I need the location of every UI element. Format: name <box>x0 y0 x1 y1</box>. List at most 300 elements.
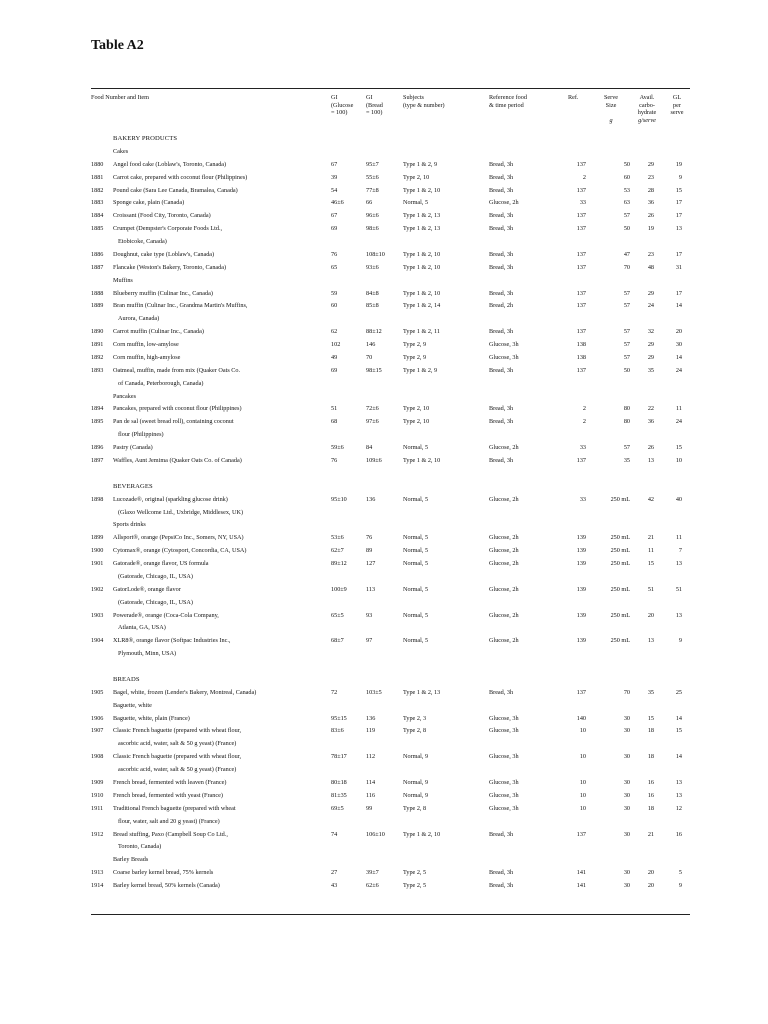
food-item: Waffles, Aunt Jemima (Quaker Oats Co. of Canada) <box>113 457 242 464</box>
food-item: Gatorade®, orange flavor, US formula <box>113 560 209 568</box>
gi-glucose: 27 <box>331 869 338 877</box>
header-gi-glucose-l1: GI <box>331 94 338 101</box>
gi-glucose: 62 <box>331 328 338 336</box>
section-heading <box>0 675 768 685</box>
subsection-heading <box>0 855 768 865</box>
serve-size: 50 <box>623 366 630 374</box>
serve-size: 60 <box>623 173 630 181</box>
available-carbohydrate: 29 <box>647 353 654 361</box>
header-subjects-l1: Subjects <box>403 94 424 101</box>
glycemic-load: 9 <box>678 637 682 645</box>
header-reference-food <box>489 94 527 109</box>
table-row-spacer <box>0 469 768 479</box>
food-number: 1884 <box>91 212 104 220</box>
gi-glucose: 78±17 <box>331 753 347 761</box>
reference-food: Bread, 3h <box>489 869 514 877</box>
reference-number: 137 <box>576 289 586 297</box>
table-row <box>0 456 768 466</box>
table-row-continuation <box>0 314 768 324</box>
gi-bread: 112 <box>366 753 376 761</box>
food-number: 1912 <box>91 830 104 838</box>
glycemic-load: 13 <box>675 560 682 568</box>
serve-size: 30 <box>623 791 630 799</box>
glycemic-load: 13 <box>675 779 682 786</box>
reference-number: 10 <box>579 753 586 761</box>
gi-glucose: 95±15 <box>331 714 347 722</box>
glycemic-load: 9 <box>678 173 682 181</box>
reference-food: Bread, 3h <box>489 366 514 374</box>
reference-number: 137 <box>576 830 586 838</box>
reference-number: 139 <box>576 547 586 555</box>
serve-size: 35 <box>623 457 630 464</box>
gi-bread: 113 <box>366 585 376 593</box>
food-item: Pan de sal (sweet bread roll), containing coconut <box>113 418 234 426</box>
gi-glucose: 67 <box>331 212 338 220</box>
reference-number: 138 <box>576 353 586 361</box>
subjects: Type 2, 9 <box>403 341 427 349</box>
reference-number: 139 <box>576 560 586 568</box>
available-carbohydrate: 28 <box>647 186 654 194</box>
food-item: Croissant (Food City, Toronto, Canada) <box>113 212 211 220</box>
gi-bread: 146 <box>366 341 376 349</box>
table-row <box>0 211 768 221</box>
table-row <box>0 327 768 337</box>
table-row <box>0 533 768 543</box>
food-number: 1881 <box>91 173 104 181</box>
serve-size: 30 <box>623 779 630 786</box>
available-carbohydrate: 23 <box>647 250 654 258</box>
reference-number: 137 <box>576 457 586 464</box>
gi-bread: 96±6 <box>366 212 379 220</box>
gi-bread: 99 <box>366 804 373 812</box>
table-row <box>0 611 768 621</box>
reference-food: Glucose, 3h <box>489 753 519 761</box>
food-item: Barley Breads <box>113 856 149 864</box>
food-item: Etobicoke, Canada) <box>118 238 167 246</box>
glycemic-load: 40 <box>675 495 682 503</box>
gi-glucose: 49 <box>331 353 338 361</box>
header-gl-per-serve <box>664 94 690 117</box>
subjects: Normal, 5 <box>403 199 429 207</box>
glycemic-load: 11 <box>676 405 682 413</box>
subjects: Normal, 5 <box>403 547 429 555</box>
reference-number: 141 <box>576 869 586 877</box>
glycemic-load: 24 <box>675 418 682 426</box>
gi-bread: 39±7 <box>366 869 379 877</box>
subjects: Type 1 & 2, 10 <box>403 289 441 297</box>
page-title: Table A2 <box>91 38 144 53</box>
food-number: 1900 <box>91 547 104 555</box>
food-item: of Canada, Peterborough, Canada) <box>118 379 204 387</box>
table-row <box>0 830 768 840</box>
glycemic-load: 17 <box>675 289 682 297</box>
subjects: Type 2, 10 <box>403 405 430 413</box>
gi-bread: 109±6 <box>366 457 382 464</box>
table-row <box>0 559 768 569</box>
gi-glucose: 46±6 <box>331 199 344 207</box>
reference-number: 137 <box>576 366 586 374</box>
food-item: ascorbic acid, water, salt & 50 g yeast) (France) <box>118 740 237 748</box>
reference-food: Glucose, 2h <box>489 534 519 542</box>
subjects: Type 2, 10 <box>403 418 430 426</box>
gi-bread: 89 <box>366 547 373 555</box>
gi-glucose: 100±9 <box>331 585 347 593</box>
subjects: Type 1 & 2, 13 <box>403 212 441 220</box>
food-number: 1883 <box>91 199 104 207</box>
gi-bread: 93 <box>366 611 373 619</box>
food-number: 1896 <box>91 444 104 452</box>
header-available-carbohydrate <box>628 94 666 124</box>
food-item: (Gatorade, Chicago, IL, USA) <box>118 572 193 580</box>
food-item: Corn muffin, low-amylose <box>113 341 179 349</box>
serve-size: 47 <box>623 250 630 258</box>
header-serve-unit: g <box>609 117 613 125</box>
reference-food: Glucose, 2h <box>489 585 519 593</box>
table-row <box>0 868 768 878</box>
table-row <box>0 353 768 363</box>
glycemic-load: 14 <box>675 753 682 761</box>
subjects: Type 1 & 2, 11 <box>403 328 440 336</box>
reference-number: 141 <box>576 882 586 890</box>
table-row <box>0 404 768 414</box>
food-number: 1890 <box>91 328 104 336</box>
subjects: Normal, 5 <box>403 585 429 593</box>
subjects: Type 2, 5 <box>403 882 427 890</box>
glycemic-load: 20 <box>675 328 682 336</box>
subsection-heading <box>0 520 768 530</box>
gi-glucose: 69 <box>331 366 338 374</box>
food-number: 1913 <box>91 869 104 877</box>
food-item: Bread stuffing, Paxo (Campbell Soup Co Ltd., <box>113 830 228 838</box>
serve-size: 250 mL <box>610 611 630 619</box>
available-carbohydrate: 29 <box>647 289 654 297</box>
food-number: 1887 <box>91 263 104 271</box>
glycemic-load: 13 <box>675 611 682 619</box>
food-item: Carrot cake, prepared with coconut flour (Philippines) <box>113 173 248 181</box>
table-row <box>0 417 768 427</box>
section-heading <box>0 134 768 144</box>
gi-bread: 97 <box>366 637 373 645</box>
food-item: Bagel, white, frozen (Lender's Bakery, Montreal, Canada) <box>113 688 257 696</box>
glycemic-load: 14 <box>675 714 682 722</box>
header-gi-glucose-l3: = 100) <box>331 109 348 117</box>
subjects: Type 1 & 2, 13 <box>403 688 441 696</box>
food-number: 1899 <box>91 534 104 542</box>
available-carbohydrate: 19 <box>647 225 654 233</box>
subjects: Type 1 & 2, 9 <box>403 366 438 374</box>
gi-bread: 97±6 <box>366 418 379 426</box>
available-carbohydrate: 18 <box>647 727 654 735</box>
serve-size: 80 <box>623 405 630 413</box>
reference-food: Bread, 2h <box>489 302 514 310</box>
reference-food: Glucose, 2h <box>489 444 519 452</box>
gi-glucose: 43 <box>331 882 338 890</box>
header-gi-bread-l3: = 100) <box>366 109 383 117</box>
table-row-continuation <box>0 623 768 633</box>
gi-glucose: 102 <box>331 341 341 349</box>
reference-food: Bread, 3h <box>489 882 514 890</box>
table-row <box>0 186 768 196</box>
reference-number: 137 <box>576 250 586 258</box>
serve-size: 57 <box>623 302 630 310</box>
header-gi-bread <box>366 94 383 117</box>
available-carbohydrate: 29 <box>647 341 654 349</box>
serve-size: 57 <box>623 289 630 297</box>
reference-food: Glucose, 3h <box>489 779 519 786</box>
subjects: Normal, 5 <box>403 495 429 503</box>
food-item: Doughnut, cake type (Loblaw's, Canada) <box>113 250 215 258</box>
reference-number: 139 <box>576 637 586 645</box>
serve-size: 30 <box>623 830 630 838</box>
subjects: Type 2, 8 <box>403 804 427 812</box>
table-row <box>0 726 768 736</box>
available-carbohydrate: 36 <box>647 418 654 426</box>
reference-number: 137 <box>576 328 586 336</box>
table-row-continuation <box>0 765 768 775</box>
gi-bread: 98±15 <box>366 366 382 374</box>
available-carbohydrate: 21 <box>647 830 654 838</box>
reference-number: 137 <box>576 263 586 271</box>
reference-food: Bread, 3h <box>489 250 514 258</box>
subjects: Normal, 9 <box>403 779 429 786</box>
subjects: Type 2, 8 <box>403 727 427 735</box>
table-row-continuation <box>0 572 768 582</box>
food-number: 1892 <box>91 353 104 361</box>
header-gl-l1: GL <box>672 94 682 101</box>
reference-number: 2 <box>582 405 586 413</box>
gi-glucose: 67 <box>331 160 338 168</box>
subjects: Type 1 & 2, 10 <box>403 830 441 838</box>
food-number: 1897 <box>91 457 104 464</box>
reference-number: 140 <box>576 714 586 722</box>
food-item: Bran muffin (Culinar Inc., Grandma Martin's Muffins, <box>113 302 248 310</box>
available-carbohydrate: 35 <box>647 688 654 696</box>
reference-food: Glucose, 2h <box>489 637 519 645</box>
food-item: Corn muffin, high-amylose <box>113 353 181 361</box>
gi-glucose: 72 <box>331 688 338 696</box>
subsection-heading <box>0 392 768 402</box>
subjects: Normal, 5 <box>403 637 429 645</box>
available-carbohydrate: 20 <box>647 869 654 877</box>
subjects: Type 1 & 2, 10 <box>403 263 441 271</box>
table-row <box>0 301 768 311</box>
header-carb-l1: Avail. <box>639 94 655 101</box>
header-gi-glucose-l2: (Glucose <box>331 101 354 109</box>
table-row <box>0 160 768 170</box>
reference-number: 139 <box>576 534 586 542</box>
food-number: 1903 <box>91 611 104 619</box>
gi-bread: 127 <box>366 560 376 568</box>
reference-number: 10 <box>579 791 586 799</box>
table-row <box>0 173 768 183</box>
reference-food: Glucose, 2h <box>489 547 519 555</box>
gi-glucose: 89±12 <box>331 560 347 568</box>
reference-food: Glucose, 2h <box>489 199 519 207</box>
reference-food: Glucose, 3h <box>489 353 519 361</box>
gi-bread: 76 <box>366 534 373 542</box>
header-gl-l3: serve <box>670 109 684 117</box>
serve-size: 50 <box>623 225 630 233</box>
available-carbohydrate: 20 <box>647 611 654 619</box>
table-row <box>0 224 768 234</box>
food-number: 1898 <box>91 495 104 503</box>
gi-bread: 88±12 <box>366 328 382 336</box>
glycemic-load: 13 <box>675 791 682 799</box>
gi-glucose: 68 <box>331 418 338 426</box>
food-item: BREADS <box>113 675 140 683</box>
gi-bread: 95±7 <box>366 160 379 168</box>
available-carbohydrate: 16 <box>647 791 654 799</box>
reference-number: 139 <box>576 611 586 619</box>
reference-food: Glucose, 2h <box>489 611 519 619</box>
glycemic-load: 25 <box>675 688 682 696</box>
glycemic-load: 51 <box>675 585 682 593</box>
subjects: Normal, 9 <box>403 753 429 761</box>
glycemic-load: 17 <box>675 212 682 220</box>
subjects: Normal, 9 <box>403 791 429 799</box>
reference-number: 33 <box>579 199 586 207</box>
header-serve-l2: Size <box>605 101 617 109</box>
serve-size: 70 <box>623 263 630 271</box>
gi-glucose: 39 <box>331 173 338 181</box>
serve-size: 250 mL <box>610 585 630 593</box>
table-top-rule <box>91 88 690 89</box>
food-item: Sports drinks <box>113 521 146 529</box>
header-carb-l4: g/serve <box>638 116 656 124</box>
glycemic-load: 7 <box>678 547 682 555</box>
table-row-continuation <box>0 430 768 440</box>
reference-food: Glucose, 3h <box>489 714 519 722</box>
reference-number: 137 <box>576 160 586 168</box>
gi-bread: 84±8 <box>366 289 379 297</box>
serve-size: 250 mL <box>610 534 630 542</box>
available-carbohydrate: 18 <box>647 804 654 812</box>
table-row-continuation <box>0 379 768 389</box>
food-item: GatorLode®, orange flavor <box>113 585 181 593</box>
subjects: Normal, 5 <box>403 560 429 568</box>
serve-size: 250 mL <box>610 637 630 645</box>
reference-food: Bread, 3h <box>489 405 514 413</box>
food-number: 1891 <box>91 341 104 349</box>
available-carbohydrate: 36 <box>647 199 654 207</box>
header-serve-size <box>596 94 626 125</box>
food-item: Traditional French baguette (prepared with wheat <box>113 804 236 812</box>
glycemic-load: 30 <box>675 341 682 349</box>
reference-food: Bread, 3h <box>489 212 514 220</box>
section-heading <box>0 482 768 492</box>
food-item: (Gatorade, Chicago, IL, USA) <box>118 598 193 606</box>
food-item: French bread, fermented with yeast (France) <box>113 791 223 799</box>
glycemic-load: 12 <box>675 804 682 812</box>
available-carbohydrate: 11 <box>648 547 654 555</box>
available-carbohydrate: 29 <box>647 160 654 168</box>
glycemic-load: 14 <box>675 302 682 310</box>
reference-number: 10 <box>579 727 586 735</box>
glycemic-load: 19 <box>675 160 682 168</box>
food-item: Carrot muffin (Culinar Inc., Canada) <box>113 328 204 336</box>
serve-size: 57 <box>623 444 630 452</box>
subjects: Normal, 5 <box>403 444 429 452</box>
food-item: Cytomax®, orange (Cytosport, Concordia, CA, USA) <box>113 547 247 555</box>
reference-food: Glucose, 3h <box>489 341 519 349</box>
food-number: 1911 <box>91 804 104 812</box>
available-carbohydrate: 26 <box>647 212 654 220</box>
available-carbohydrate: 20 <box>647 882 654 890</box>
gi-glucose: 53±6 <box>331 534 344 542</box>
glycemic-load: 13 <box>675 225 682 233</box>
serve-size: 30 <box>623 753 630 761</box>
serve-size: 53 <box>623 186 630 194</box>
available-carbohydrate: 26 <box>647 444 654 452</box>
serve-size: 250 mL <box>610 547 630 555</box>
serve-size: 70 <box>623 688 630 696</box>
food-item: Coarse barley kernel bread, 75% kernels <box>113 869 214 877</box>
food-item: flour (Philippines) <box>118 431 164 439</box>
food-item: Sponge cake, plain (Canada) <box>113 199 185 207</box>
serve-size: 250 mL <box>610 560 630 568</box>
gi-bread: 116 <box>366 791 376 799</box>
header-carb-l2: carbo- <box>639 101 655 109</box>
header-subjects <box>403 94 445 109</box>
gi-glucose: 95±10 <box>331 495 347 503</box>
reference-number: 10 <box>579 804 586 812</box>
serve-size: 30 <box>623 869 630 877</box>
food-item: Flancake (Weston's Bakery, Toronto, Canada) <box>113 263 227 271</box>
gi-bread: 98±6 <box>366 225 379 233</box>
glycemic-load: 16 <box>675 830 682 838</box>
header-ref-label: Ref. <box>568 94 579 101</box>
gi-glucose: 65±5 <box>331 611 344 619</box>
food-number: 1894 <box>91 405 104 413</box>
reference-food: Bread, 3h <box>489 173 514 181</box>
subjects: Type 2, 5 <box>403 869 427 877</box>
subjects: Type 2, 9 <box>403 353 427 361</box>
serve-size: 80 <box>623 418 630 426</box>
food-number: 1901 <box>91 560 104 568</box>
available-carbohydrate: 24 <box>647 302 654 310</box>
table-row-continuation <box>0 842 768 852</box>
food-item: Baguette, white, plain (France) <box>113 714 190 722</box>
food-item: Classic French baguette (prepared with wheat flour, <box>113 727 242 735</box>
header-gi-bread-l1: GI <box>366 94 373 101</box>
table-row <box>0 714 768 724</box>
reference-food: Bread, 3h <box>489 418 514 426</box>
serve-size: 250 mL <box>610 495 630 503</box>
food-number: 1906 <box>91 714 104 722</box>
gi-glucose: 83±6 <box>331 727 344 735</box>
subsection-heading <box>0 147 768 157</box>
gi-glucose: 68±7 <box>331 637 344 645</box>
food-number: 1904 <box>91 637 104 645</box>
food-item: Oatmeal, muffin, made from mix (Quaker Oats Co. <box>113 366 241 374</box>
table-row <box>0 804 768 814</box>
food-number: 1902 <box>91 585 104 593</box>
gi-glucose: 74 <box>331 830 338 838</box>
gi-glucose: 65 <box>331 263 338 271</box>
food-number: 1907 <box>91 727 104 735</box>
glycemic-load: 24 <box>675 366 682 374</box>
gi-bread: 62±6 <box>366 882 379 890</box>
available-carbohydrate: 35 <box>647 366 654 374</box>
table-row-continuation <box>0 508 768 518</box>
glycemic-load: 31 <box>675 263 682 271</box>
available-carbohydrate: 15 <box>647 714 654 722</box>
food-item: Pastry (Canada) <box>113 444 153 452</box>
table-row-spacer <box>0 662 768 672</box>
gi-bread: 136 <box>366 495 376 503</box>
table-row <box>0 263 768 273</box>
glycemic-load: 17 <box>675 250 682 258</box>
